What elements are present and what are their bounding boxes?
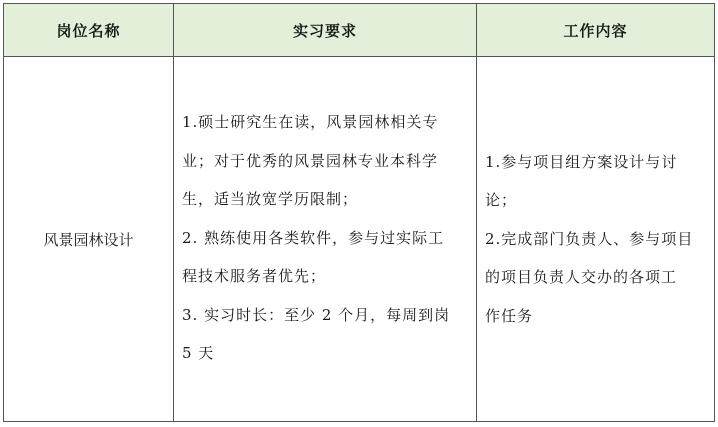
content-line: 2.完成部门负责人、参与项目 xyxy=(485,229,694,248)
requirements-line: 5 天 xyxy=(182,344,215,363)
internship-table xyxy=(3,3,715,422)
position-cell: 风景园林设计 xyxy=(4,57,174,422)
requirements-line: 业；对于优秀的风景园林专业本科学 xyxy=(182,151,439,170)
requirements-line: 1.硕士研究生在读，风景园林相关专 xyxy=(182,113,439,132)
content-line: 作任务 xyxy=(485,306,534,325)
table-row xyxy=(4,57,715,422)
work-content-cell xyxy=(477,57,715,422)
requirements-line: 生，适当放宽学历限制； xyxy=(182,190,359,209)
requirements-line: 2. 熟练使用各类软件，参与过实际工 xyxy=(182,228,445,247)
header-requirements: 实习要求 xyxy=(174,4,477,57)
content-line: 1.参与项目组方案设计与讨 xyxy=(485,152,678,171)
requirements-cell xyxy=(174,57,477,422)
content-line: 论； xyxy=(485,191,518,210)
requirements-line: 3. 实习时长：至少 2 个月，每周到岗 xyxy=(182,305,451,324)
content-line: 的项目负责人交办的各项工 xyxy=(485,268,678,287)
header-content: 工作内容 xyxy=(477,4,715,57)
requirements-line: 程技术服务者优先； xyxy=(182,267,327,286)
header-row xyxy=(4,4,715,57)
header-position: 岗位名称 xyxy=(4,4,174,57)
